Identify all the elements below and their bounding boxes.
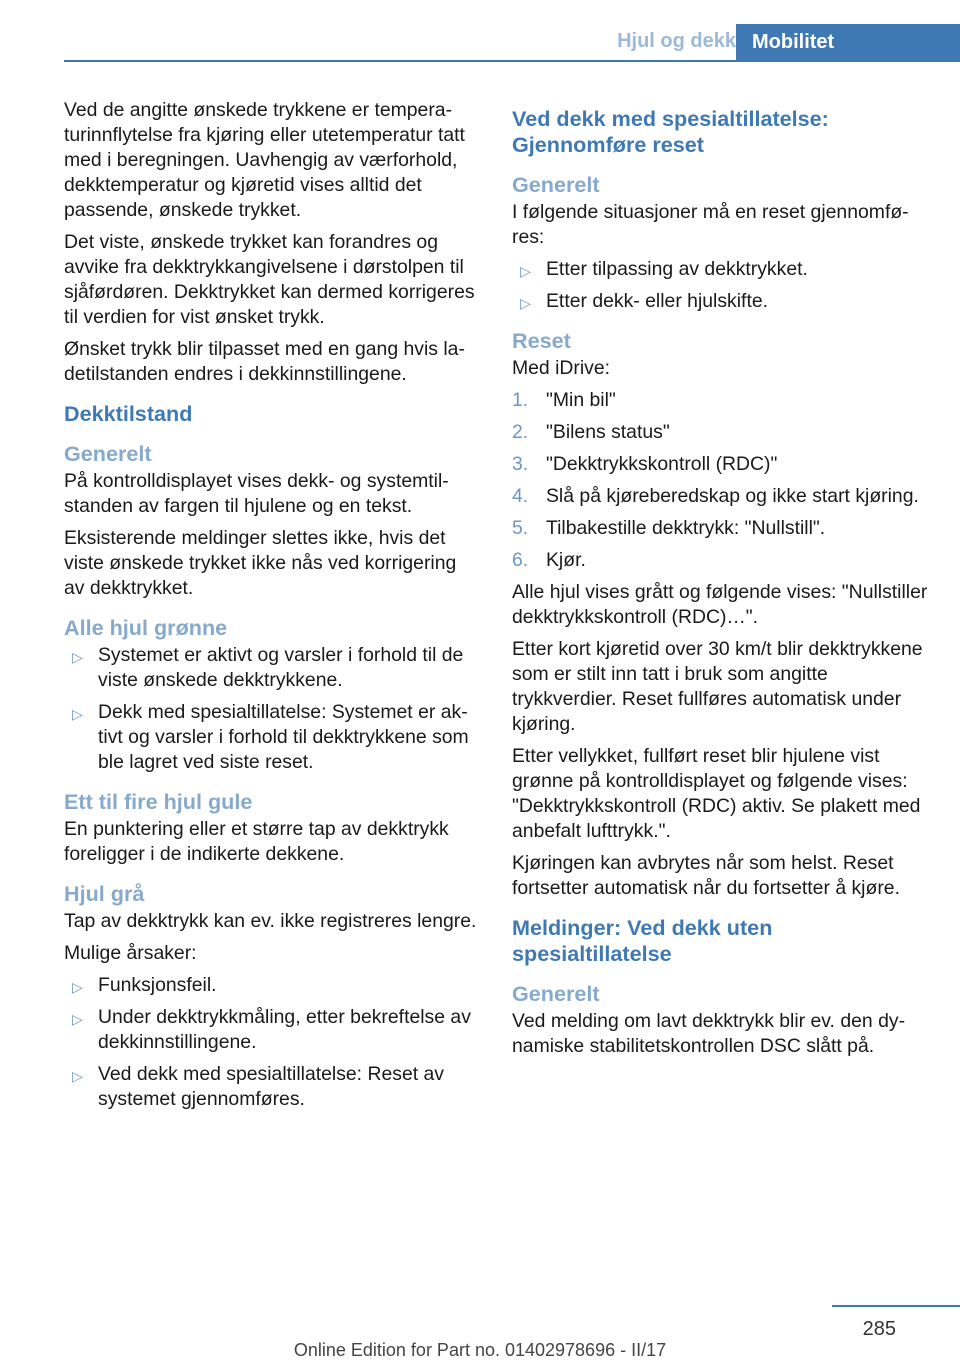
paragraph: Tap av dekktrykk kan ev. ikke registreres lengre.	[64, 910, 477, 932]
paragraph: Eksisterende meldinger slettes ikke, hvis det viste ønskede trykket ikke nås ved korrigering av dekktrykket.	[64, 527, 457, 599]
edition-footer: Online Edition for Part no. 01402978696 - II/17	[293, 1340, 667, 1360]
paragraph: Det viste, ønskede trykket kan forandres og avvike fra dekktrykkangivelsene i dørstolpen til sjåførdøren. Dekktrykket kan dermed korrigeres til verdien for vist ønsket trykk.	[64, 231, 475, 328]
heading-reset-spesialtillatelse: Ved dekk med spesialtillatelse: Gjennomføre reset	[512, 106, 829, 157]
subheading-generelt: Generelt	[512, 172, 600, 197]
step-item: 2. "Bilens status"	[512, 421, 670, 443]
list-item: ▷ Funksjonsfeil.	[64, 973, 480, 998]
subheading-hjul-gra: Hjul grå	[64, 881, 145, 906]
list-gronne	[64, 643, 480, 775]
header-chapter-tab[interactable]: Mobilitet	[736, 24, 960, 62]
list-steps	[512, 388, 932, 573]
list-item: ▷ Systemet er aktivt og varsler i forhold til de viste ønskede dekktrykkene.	[72, 644, 464, 691]
page-header	[0, 0, 960, 62]
list-situasjoner	[512, 257, 932, 314]
step-number: 5.	[512, 517, 529, 539]
paragraph: På kontrolldisplayet vises dekk- og systemtilstanden av fargen til hjulene og en tekst.	[64, 470, 449, 517]
page-number: 285	[862, 1318, 896, 1340]
paragraph: En punktering eller et større tap av dekktrykk foreligger i de indikerte dekkene.	[64, 818, 449, 865]
paragraph: Med iDrive:	[512, 357, 611, 379]
step-number: 1.	[512, 389, 529, 411]
list-arsaker	[64, 973, 480, 1112]
heading-dekktilstand: Dekktilstand	[64, 401, 193, 426]
step-number: 2.	[512, 421, 529, 443]
paragraph: Etter kort kjøretid over 30 km/t blir dekktrykkene som er stilt inn tatt i bruk som angitte trykkverdier. Reset fullføres automatisk under kjøring.	[512, 638, 923, 735]
triangle-bullet-icon: ▷	[72, 1011, 83, 1027]
list-item: ▷ Under dekktrykkmåling, etter bekreftelse av dekkinnstillingene.	[72, 1006, 471, 1053]
paragraph: Ved melding om lavt dekktrykk blir ev. den dynamiske stabilitetskontrollen DSC slått på.	[512, 1010, 906, 1057]
footer-rule	[832, 1305, 960, 1307]
paragraph: Ønsket trykk blir tilpasset med en gang hvis ladetilstanden endres i dekkinnstillingene.	[64, 338, 465, 385]
list-item: ▷ Etter dekk- eller hjulskifte.	[512, 289, 932, 314]
step-item: 1. "Min bil"	[512, 389, 616, 411]
triangle-bullet-icon: ▷	[72, 979, 83, 995]
list-item: ▷ Etter tilpassing av dekktrykket.	[512, 257, 932, 282]
triangle-bullet-icon: ▷	[72, 1068, 83, 1084]
step-item: 3. "Dekktrykkskontroll (RDC)"	[512, 453, 778, 475]
paragraph: Kjøringen kan avbrytes når som helst. Reset fortsetter automatisk når du fortsetter å kjøre.	[512, 852, 900, 899]
header-rule	[64, 60, 960, 62]
left-column	[64, 98, 480, 1119]
triangle-bullet-icon: ▷	[72, 649, 83, 665]
triangle-bullet-icon: ▷	[520, 263, 531, 279]
paragraph: Ved de angitte ønskede trykkene er temperaturinnflytelse fra kjøring eller utetemperatur tatt med i beregningen. Uavhengig av værforhold, dekktemperatur og kjøretid vises alltid det passende, ønskede trykket.	[64, 99, 465, 221]
step-number: 4.	[512, 485, 529, 507]
paragraph: Mulige årsaker:	[64, 942, 197, 964]
step-number: 3.	[512, 453, 529, 475]
paragraph: Etter vellykket, fullført reset blir hjulene vist grønne på kontrolldisplayet og følgende vises: "Dekktrykkskontroll (RDC) aktiv. Se plakett med anbefalt lufttrykk.".	[512, 745, 921, 842]
list-item: ▷ Ved dekk med spesialtillatelse: Reset av systemet gjennomføres.	[72, 1063, 444, 1110]
step-number: 6.	[512, 549, 529, 571]
right-column	[512, 98, 932, 1066]
subheading-generelt: Generelt	[64, 441, 152, 466]
triangle-bullet-icon: ▷	[72, 706, 83, 722]
header-section-tab[interactable]: Hjul og dekk	[617, 30, 736, 52]
paragraph: Alle hjul vises grått og følgende vises: "Nullstiller dekktrykkskontroll (RDC)…".	[512, 581, 928, 628]
subheading-generelt: Generelt	[512, 981, 600, 1006]
list-item: ▷ Dekk med spesialtillatelse: Systemet er aktivt og varsler i forhold til dekktrykkene som ble lagret ved siste reset.	[72, 701, 469, 773]
triangle-bullet-icon: ▷	[520, 295, 531, 311]
step-item: 5. Tilbakestille dekktrykk: "Nullstill".	[512, 517, 826, 539]
subheading-reset: Reset	[512, 328, 571, 353]
heading-meldinger: Meldinger: Ved dekk uten spesialtillatelse	[512, 915, 773, 966]
step-item: 6. Kjør.	[512, 549, 586, 571]
subheading-alle-hjul-gronne: Alle hjul grønne	[64, 615, 228, 640]
subheading-ett-til-fire-hjul-gule: Ett til fire hjul gule	[64, 789, 253, 814]
paragraph: I følgende situasjoner må en reset gjennomføres:	[512, 201, 909, 248]
step-item: 4. Slå på kjøreberedskap og ikke start kjøring.	[512, 485, 919, 507]
